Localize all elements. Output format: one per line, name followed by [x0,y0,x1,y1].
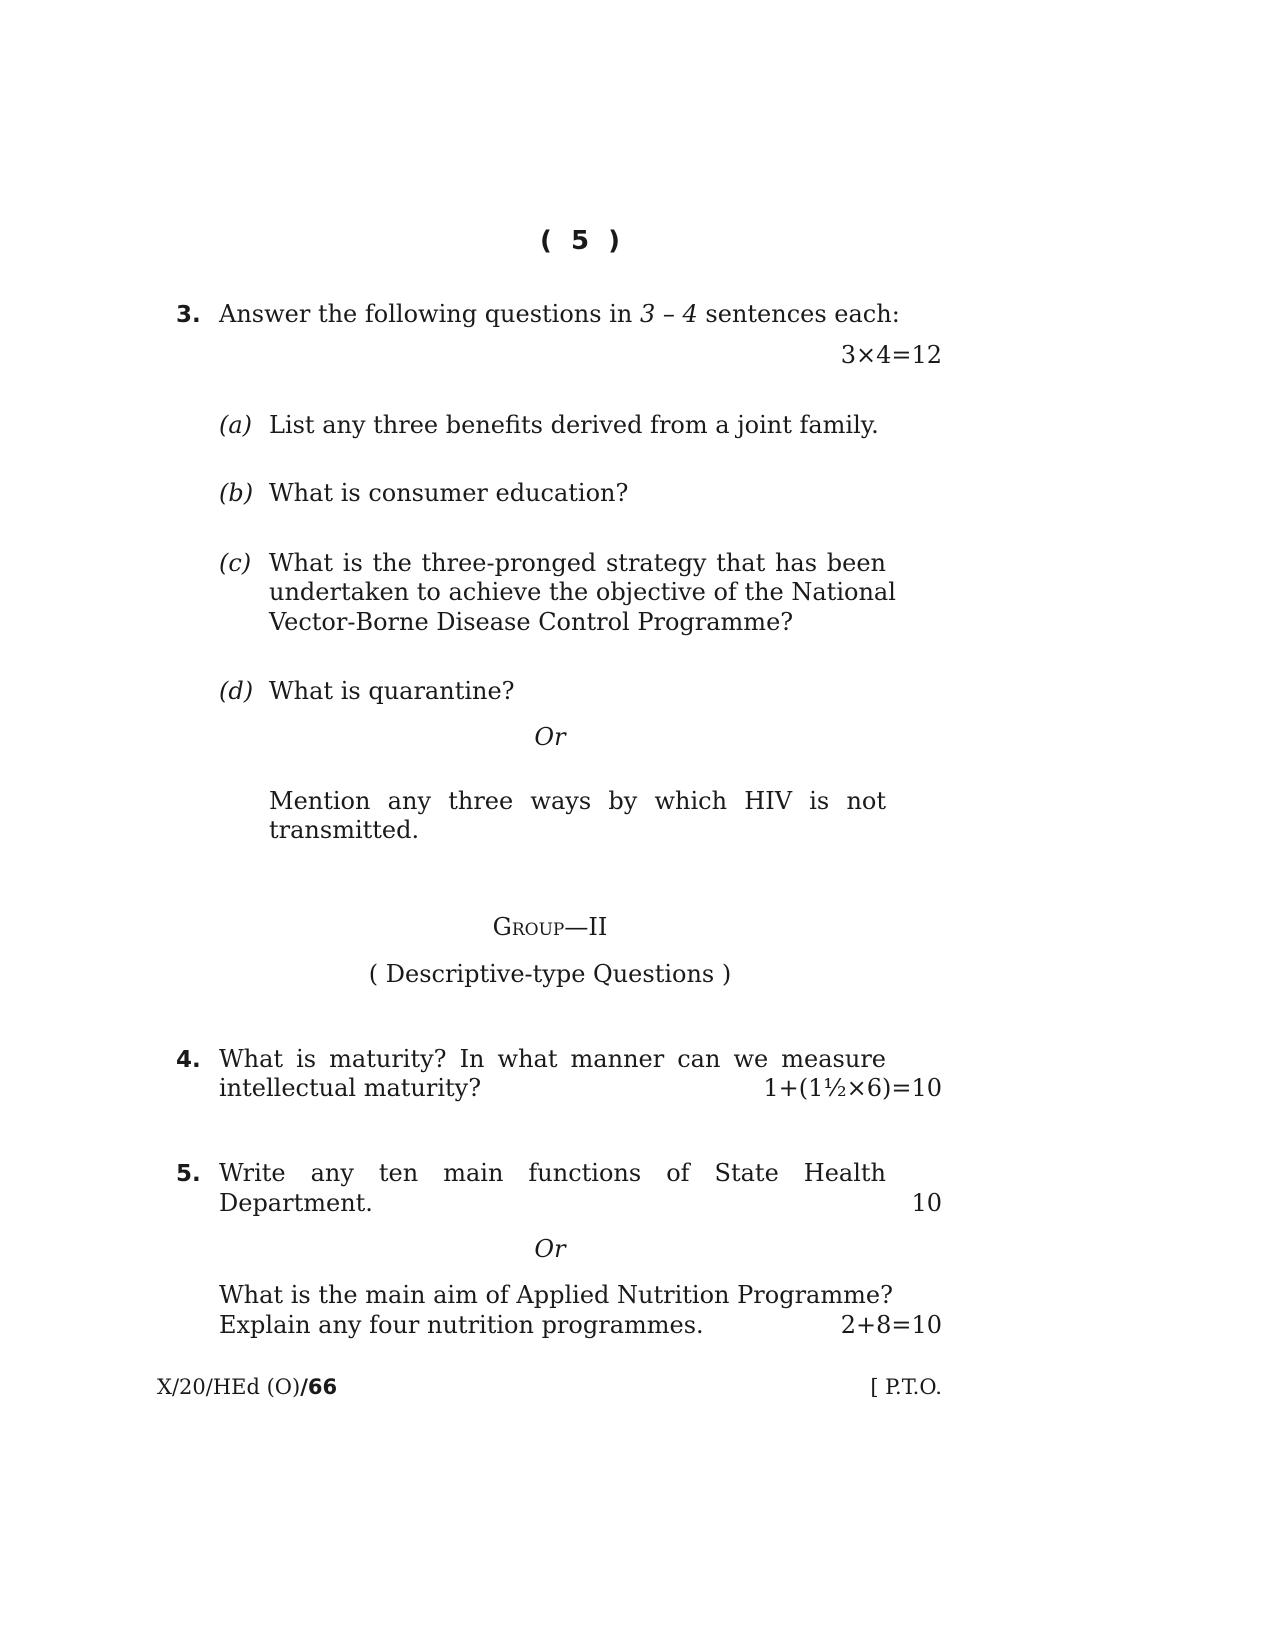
page-number: ( 5 ) [540,226,620,256]
question-3-stem [219,300,900,328]
part-d-alt-line-1: Mention any three ways by which HIV is not [269,787,886,815]
part-d-text: What is quarantine? [269,677,515,705]
part-a-text: List any three benefits derived from a joint family. [269,411,879,439]
part-d-alt-line-2: transmitted. [269,816,420,844]
question-5-marks: 10 [911,1189,942,1217]
question-5-alt-line-1: What is the main aim of Applied Nutrition Programme? [219,1281,893,1309]
part-c-line-3: Vector-Borne Disease Control Programme? [269,608,794,636]
footer-pto: [ P.T.O. [870,1375,942,1399]
question-4-line-2: intellectual maturity? [219,1074,482,1102]
part-b-text: What is consumer education? [269,479,629,507]
footer-code-text: X/20/HEd (O) [157,1375,301,1399]
or-separator-2: Or [534,1235,566,1263]
group-title: Group—II [492,913,608,941]
footer-paper-code [157,1375,337,1399]
question-5-number: 5. [176,1161,201,1187]
question-4-line-1: What is maturity? In what manner can we measure [219,1045,886,1073]
group-subtitle: ( Descriptive-type Questions ) [368,960,732,988]
question-4-number: 4. [176,1047,201,1073]
question-5-line-2: Department. [219,1189,373,1217]
part-a-label: (a) [219,411,253,439]
part-b-label: (b) [219,479,254,507]
question-5-alt-line-2: Explain any four nutrition programmes. [219,1311,704,1339]
part-c-line-1: What is the three-pronged strategy that has been [269,549,886,577]
question-5-line-1: Write any ten main functions of State Health [219,1159,886,1187]
question-4-marks: 1+(1½×6)=10 [763,1074,942,1102]
question-3-range: 3 – 4 [639,300,698,328]
footer-code-suffix: /66 [300,1375,338,1399]
question-3-text-after: sentences each: [705,300,900,328]
or-separator-1: Or [534,723,566,751]
question-3-number: 3. [176,302,201,328]
part-c-line-2: undertaken to achieve the objective of the National [269,578,896,606]
question-5-alt-marks: 2+8=10 [840,1311,942,1339]
part-d-label: (d) [219,677,254,705]
question-3-text-before: Answer the following questions in [219,300,633,328]
part-c-label: (c) [219,549,252,577]
question-3-marks: 3×4=12 [840,341,942,369]
